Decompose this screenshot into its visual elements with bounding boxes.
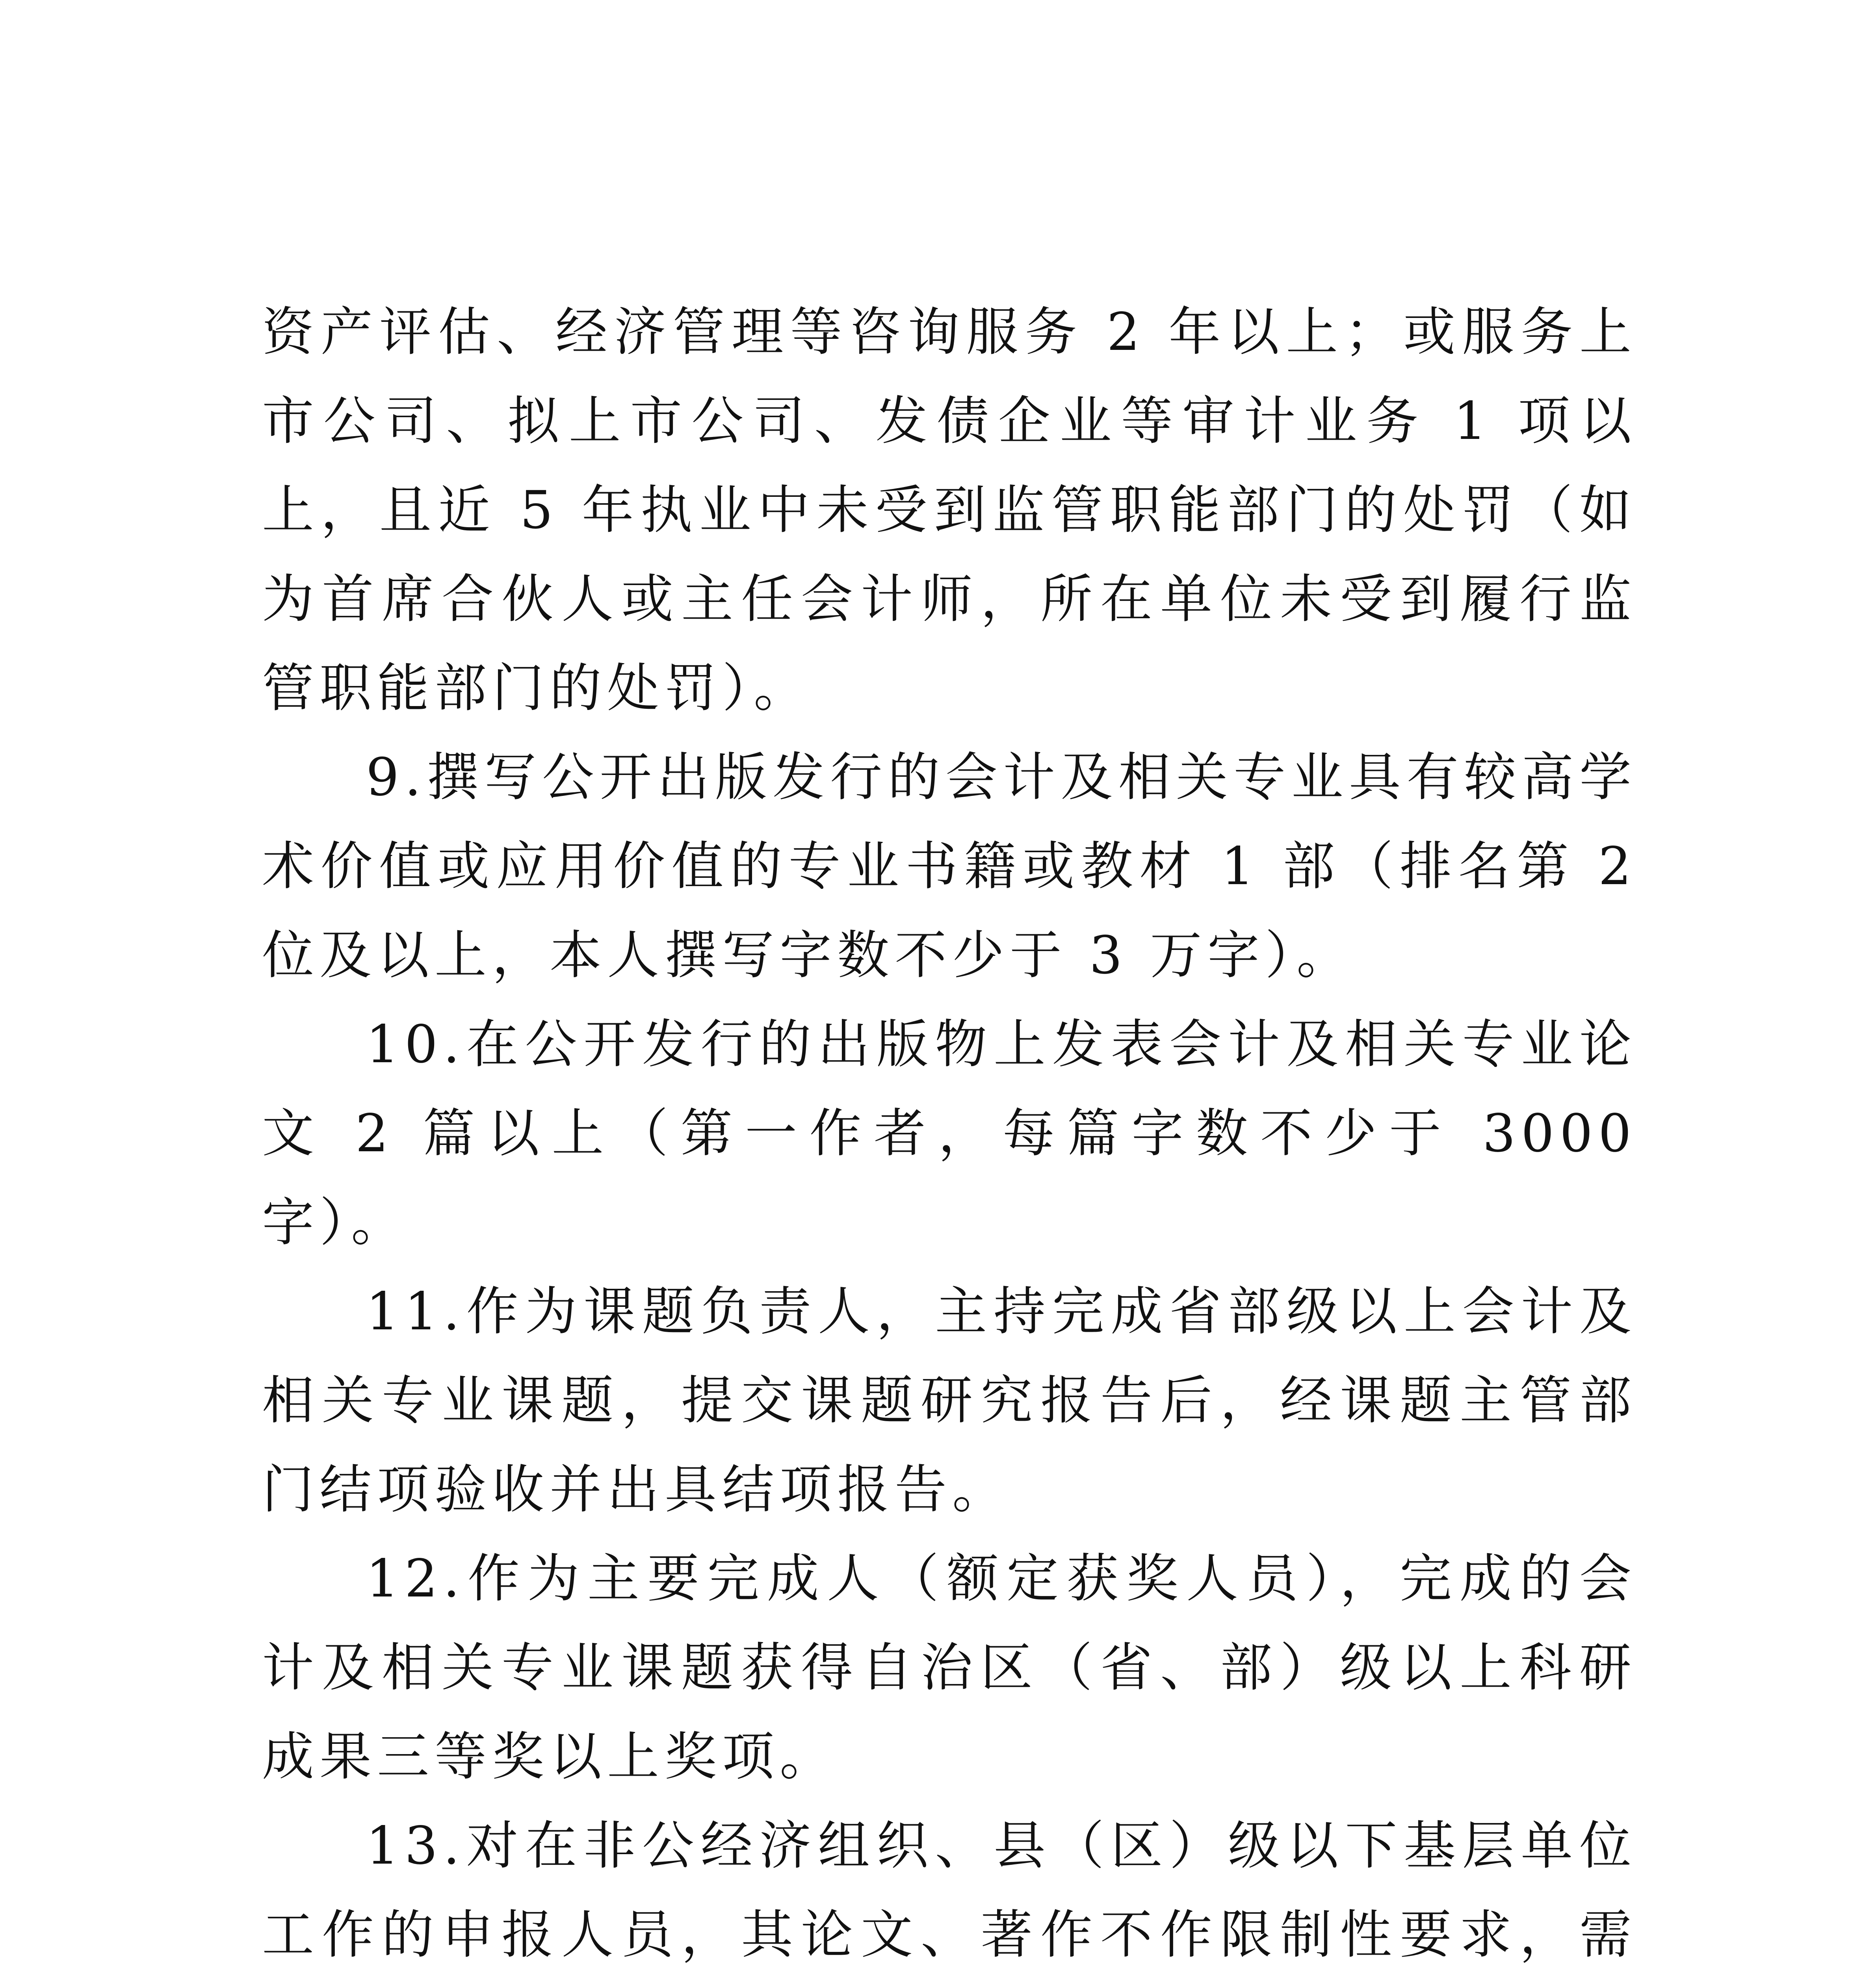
paragraph-item-13: 13.对在非公经济组织、县（区）级以下基层单位工作的申报人员，其论文、著作不作限制性要求，需 xyxy=(262,1816,1637,1965)
document-body xyxy=(262,288,1637,1970)
paragraph-continuation: 资产评估、经济管理等咨询服务 2 年以上；或服务上市公司、拟上市公司、发债企业等审计业务 1 项以上，且近 5 年执业中未受到监管职能部门的处罚（如为首席合伙人或主任会计师，所在单位未受到履行监管职能部门的处罚）。 xyxy=(262,302,1637,719)
paragraph-item-9: 9.撰写公开出版发行的会计及相关专业具有较高学术价值或应用价值的专业书籍或教材 1 部（排名第 2 位及以上，本人撰写字数不少于 3 万字）。 xyxy=(262,747,1637,986)
paragraph-item-12: 12.作为主要完成人（额定获奖人员），完成的会计及相关专业课题获得自治区（省、部）级以上科研成果三等奖以上奖项。 xyxy=(262,1548,1637,1787)
paragraph-item-10: 10.在公开发行的出版物上发表会计及相关专业论文 2 篇以上（第一作者，每篇字数不少于 3000 字）。 xyxy=(262,1014,1637,1253)
paragraph-item-11: 11.作为课题负责人，主持完成省部级以上会计及相关专业课题，提交课题研究报告后，经课题主管部门结项验收并出具结项报告。 xyxy=(262,1281,1637,1520)
